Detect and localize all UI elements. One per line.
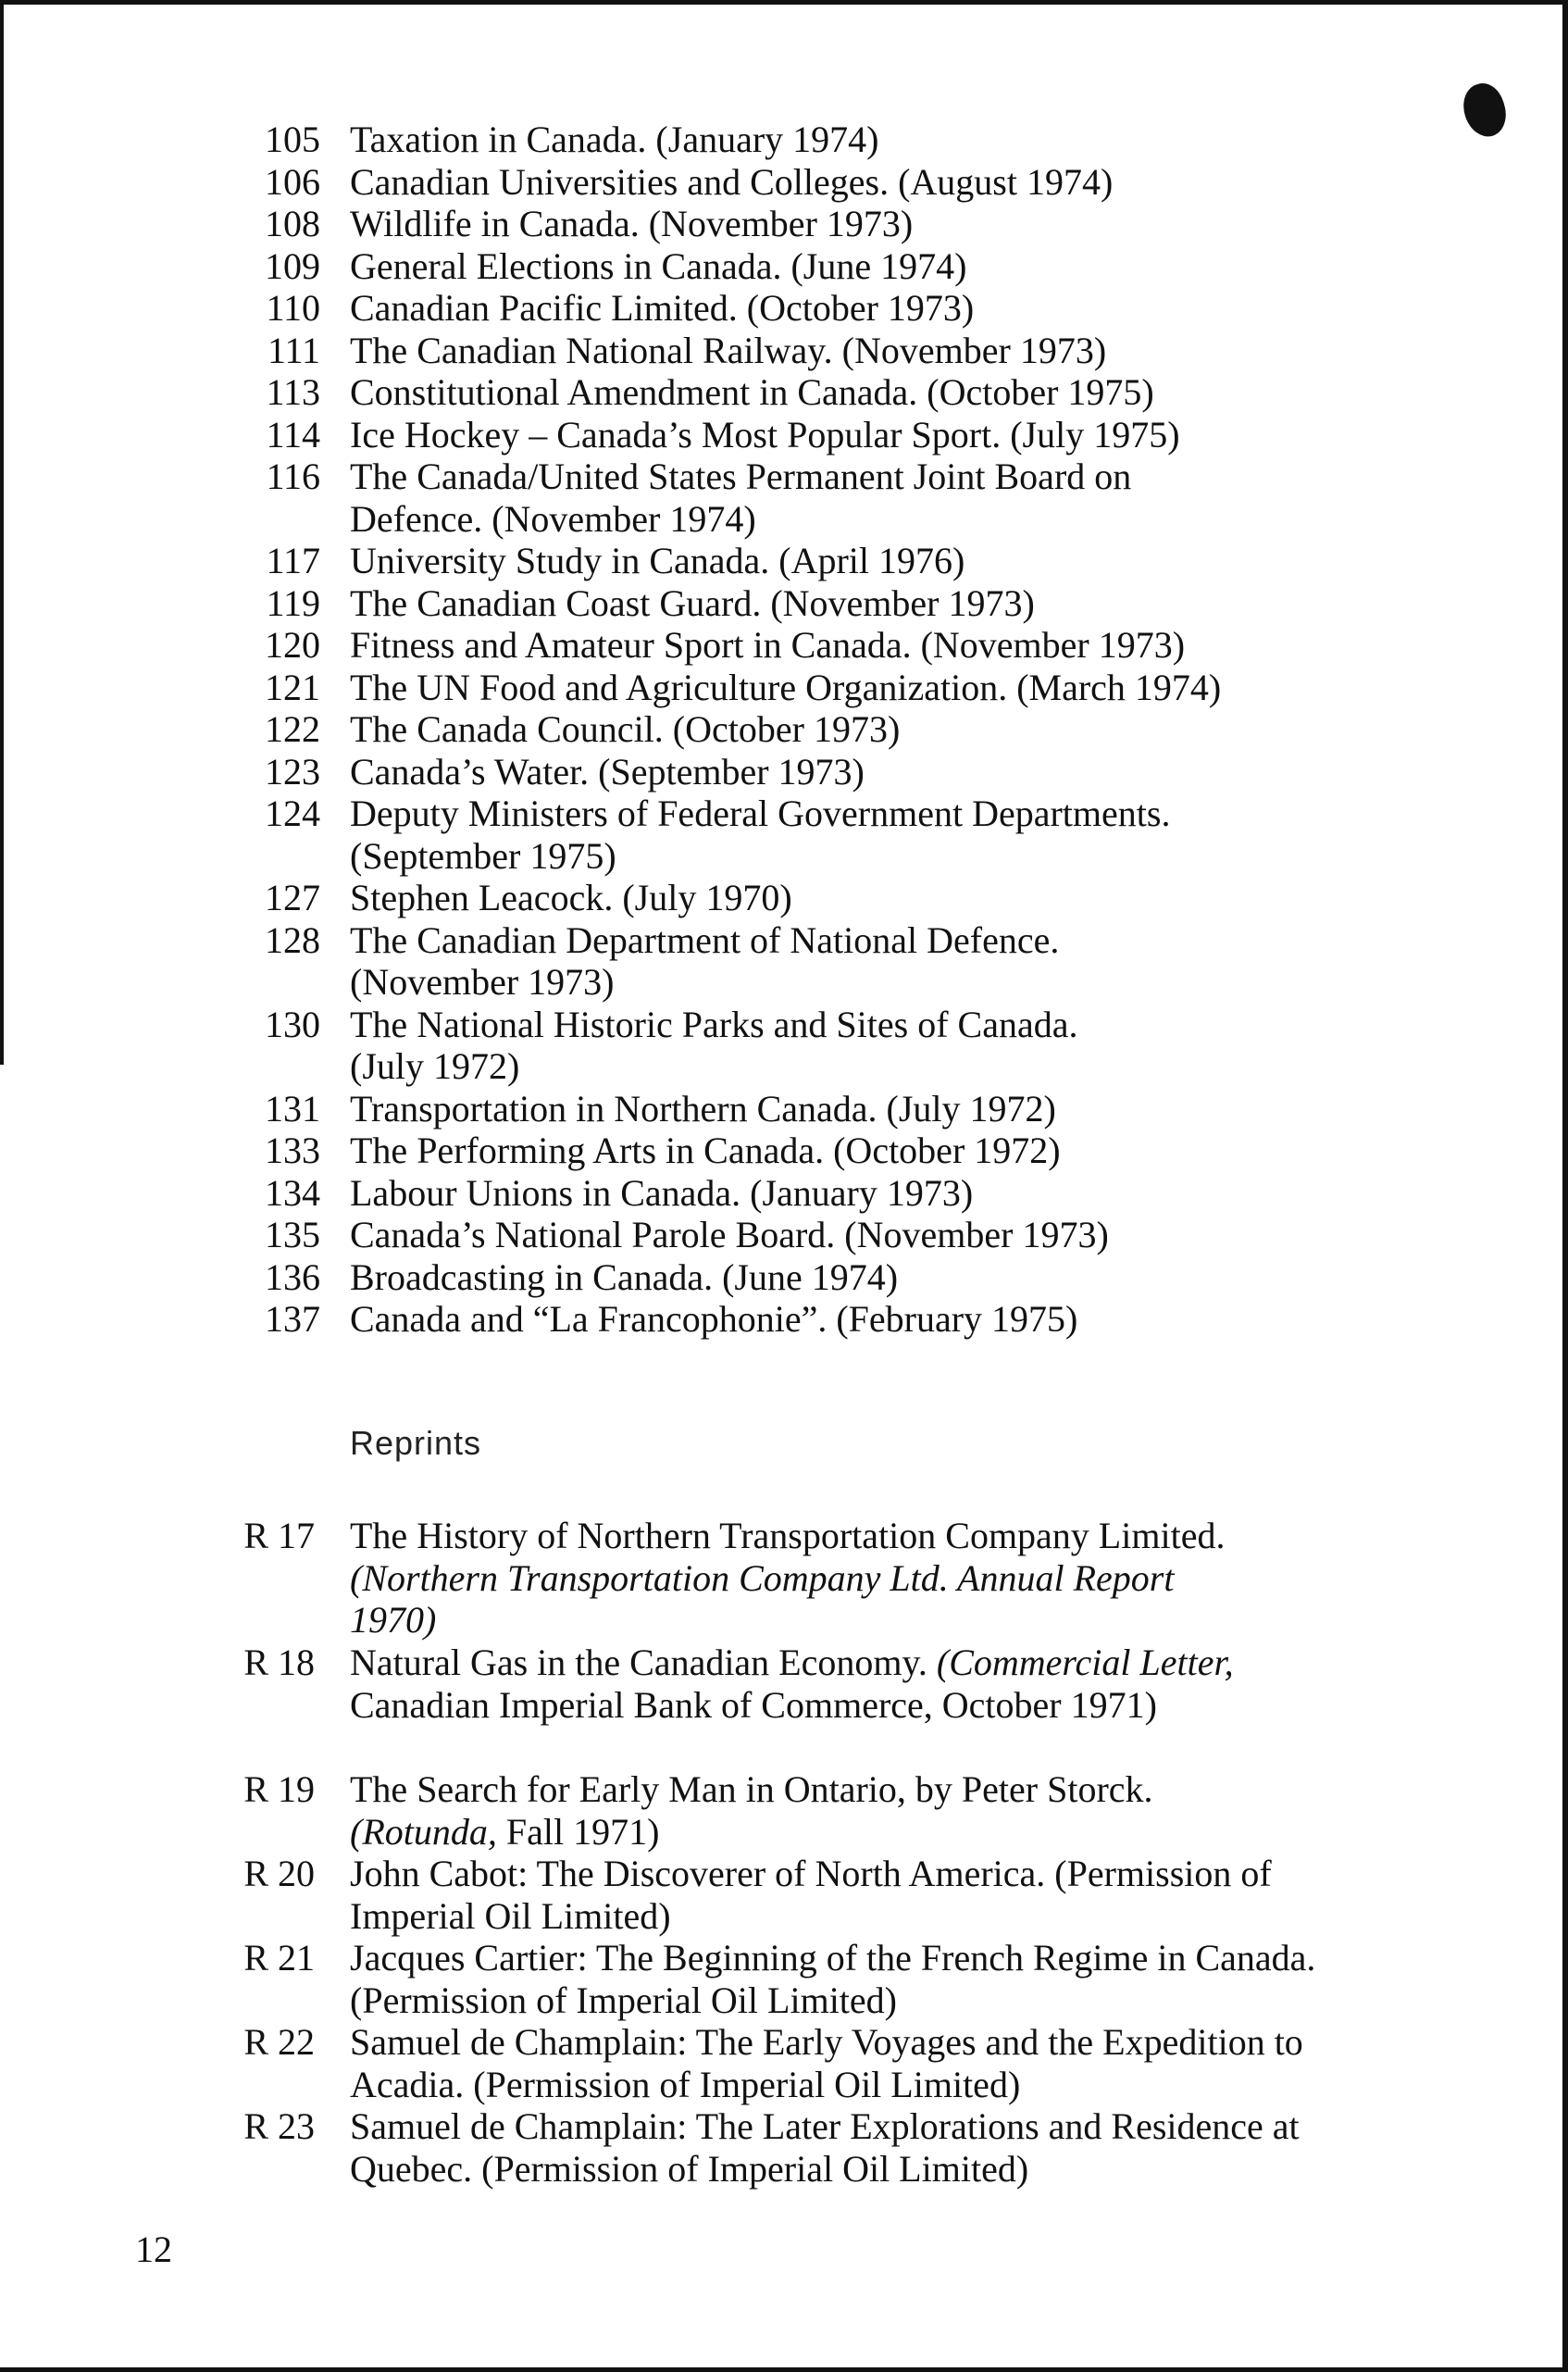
- reprint-text: The History of Northern Transportation Company Limited. (Northern Transportation Company Ltd. Annual Report 1970): [350, 1515, 1226, 1641]
- item-title-line: (July 1972): [350, 1045, 520, 1087]
- item-title-line: Taxation in Canada. (January 1974): [350, 119, 879, 160]
- item-number: 133: [265, 1130, 320, 1171]
- item-number: 105: [265, 119, 320, 160]
- item-number: 121: [265, 666, 320, 708]
- reprint-number: R 17: [243, 1515, 315, 1556]
- item-number: 130: [265, 1003, 320, 1045]
- item-title-line: Canada’s National Parole Board. (November 1973): [350, 1214, 1109, 1255]
- item-title-line: Defence. (November 1974): [350, 497, 756, 540]
- item-title-line: (November 1973): [350, 961, 615, 1003]
- item-title-line: The UN Food and Agriculture Organization. (March 1974): [350, 666, 1222, 708]
- item-title: [350, 1172, 1313, 1215]
- item-title-line: The Canadian Department of National Defence.: [350, 918, 1060, 961]
- item-title: [350, 1256, 1313, 1299]
- item-number: 108: [265, 203, 320, 244]
- item-title: [350, 919, 1313, 1004]
- item-title: [350, 203, 1313, 245]
- item-number: 120: [265, 624, 320, 666]
- item-number: 128: [265, 918, 320, 961]
- reprint-text: Samuel de Champlain: The Early Voyages and the Expedition to Acadia. (Permission of Imperial Oil Limited): [350, 2021, 1303, 2105]
- item-number: 124: [265, 793, 320, 834]
- item-number: 123: [265, 750, 320, 793]
- item-number: 106: [265, 160, 320, 203]
- reprint-text: Jacques Cartier: The Beginning of the French Regime in Canada. (Permission of Imperial Oil Limited): [350, 1937, 1316, 2021]
- item-number: 113: [266, 371, 320, 413]
- item-number: 127: [265, 877, 320, 918]
- reprint-text: Samuel de Champlain: The Later Explorations and Residence at Quebec. (Permission of Imperial Oil Limited): [350, 2105, 1300, 2190]
- item-title: [350, 119, 1313, 161]
- item-title: [350, 582, 1313, 625]
- reprint-text: The Search for Early Man in Ontario, by Peter Storck. (Rotunda, Fall 1971): [350, 1768, 1153, 1853]
- item-title: [350, 1088, 1313, 1130]
- item-title-line: Wildlife in Canada. (November 1973): [350, 203, 914, 244]
- item-title-line: Canada and “La Francophonie”. (February 1975): [350, 1298, 1078, 1340]
- item-title-line: The Performing Arts in Canada. (October 1972): [350, 1130, 1061, 1171]
- reprint-number: R 23: [243, 2105, 315, 2147]
- reprint-number: R 20: [243, 1853, 315, 1894]
- page-edge-shadow: [0, 0, 4, 1065]
- item-number: 117: [266, 540, 320, 581]
- item-number: 134: [265, 1171, 320, 1214]
- item-title: [350, 330, 1313, 372]
- item-number: 119: [266, 581, 320, 624]
- item-number: 136: [265, 1255, 320, 1298]
- item-number: 135: [265, 1214, 320, 1255]
- item-title: [350, 1214, 1313, 1256]
- item-number: 114: [266, 413, 320, 456]
- item-title-line: The Canadian National Railway. (November 1973): [350, 329, 1107, 371]
- item-number: 116: [266, 456, 320, 497]
- item-title-line: (September 1975): [350, 834, 616, 877]
- reprint-number: R 18: [243, 1642, 315, 1683]
- item-title-line: Transportation in Northern Canada. (July 1972): [350, 1087, 1056, 1130]
- reprint-text: Natural Gas in the Canadian Economy. (Commercial Letter, Canadian Imperial Bank of Commerce, October 1971): [350, 1642, 1234, 1726]
- item-title: [350, 1004, 1313, 1088]
- item-title: [350, 1298, 1313, 1341]
- item-number: 110: [266, 287, 320, 329]
- item-title-line: Stephen Leacock. (July 1970): [350, 877, 792, 918]
- item-title-line: Canada’s Water. (September 1973): [350, 750, 865, 793]
- page-number: 12: [135, 2228, 172, 2270]
- item-title: [350, 667, 1313, 709]
- item-title: [350, 245, 1313, 288]
- item-number: 122: [265, 708, 320, 750]
- item-title-line: Broadcasting in Canada. (June 1974): [350, 1255, 899, 1298]
- item-title-line: The Canada Council. (October 1973): [350, 708, 901, 750]
- item-title: [350, 456, 1313, 540]
- item-title-line: Constitutional Amendment in Canada. (October 1975): [350, 371, 1154, 413]
- item-title: [350, 287, 1313, 330]
- item-title-line: Ice Hockey – Canada’s Most Popular Sport. (July 1975): [350, 413, 1180, 456]
- reprint-number: R 21: [243, 1937, 315, 1979]
- item-title-line: Labour Unions in Canada. (January 1973): [350, 1171, 974, 1214]
- item-number: 137: [265, 1298, 320, 1340]
- item-title-line: Fitness and Amateur Sport in Canada. (November 1973): [350, 624, 1186, 666]
- item-title-line: The Canada/United States Permanent Joint Board on: [350, 456, 1132, 497]
- item-title-line: General Elections in Canada. (June 1974): [350, 244, 967, 287]
- item-title-line: Canadian Pacific Limited. (October 1973): [350, 287, 975, 329]
- item-number: 109: [265, 244, 320, 287]
- reprint-number: R 19: [243, 1768, 315, 1810]
- item-title-line: Canadian Universities and Colleges. (August 1974): [350, 160, 1114, 203]
- item-title: [350, 624, 1313, 667]
- item-title-line: Deputy Ministers of Federal Government Departments.: [350, 793, 1171, 834]
- item-title: [350, 793, 1313, 877]
- item-title: [350, 414, 1313, 456]
- item-title-line: University Study in Canada. (April 1976): [350, 540, 965, 581]
- reprint-text: John Cabot: The Discoverer of North America. (Permission of Imperial Oil Limited): [350, 1853, 1272, 1937]
- item-title: [350, 708, 1313, 751]
- item-title: [350, 877, 1313, 919]
- item-title: [350, 751, 1313, 793]
- item-number: 131: [265, 1087, 320, 1130]
- item-title: [350, 161, 1313, 204]
- reprints-heading: Reprints: [350, 1424, 482, 1462]
- item-title: [350, 371, 1313, 414]
- item-title-line: The Canadian Coast Guard. (November 1973): [350, 581, 1035, 624]
- item-title-line: The National Historic Parks and Sites of Canada.: [350, 1003, 1078, 1045]
- item-title: [350, 1130, 1313, 1172]
- item-title: [350, 540, 1313, 582]
- reprint-number: R 22: [243, 2021, 315, 2063]
- item-number: 111: [267, 329, 320, 371]
